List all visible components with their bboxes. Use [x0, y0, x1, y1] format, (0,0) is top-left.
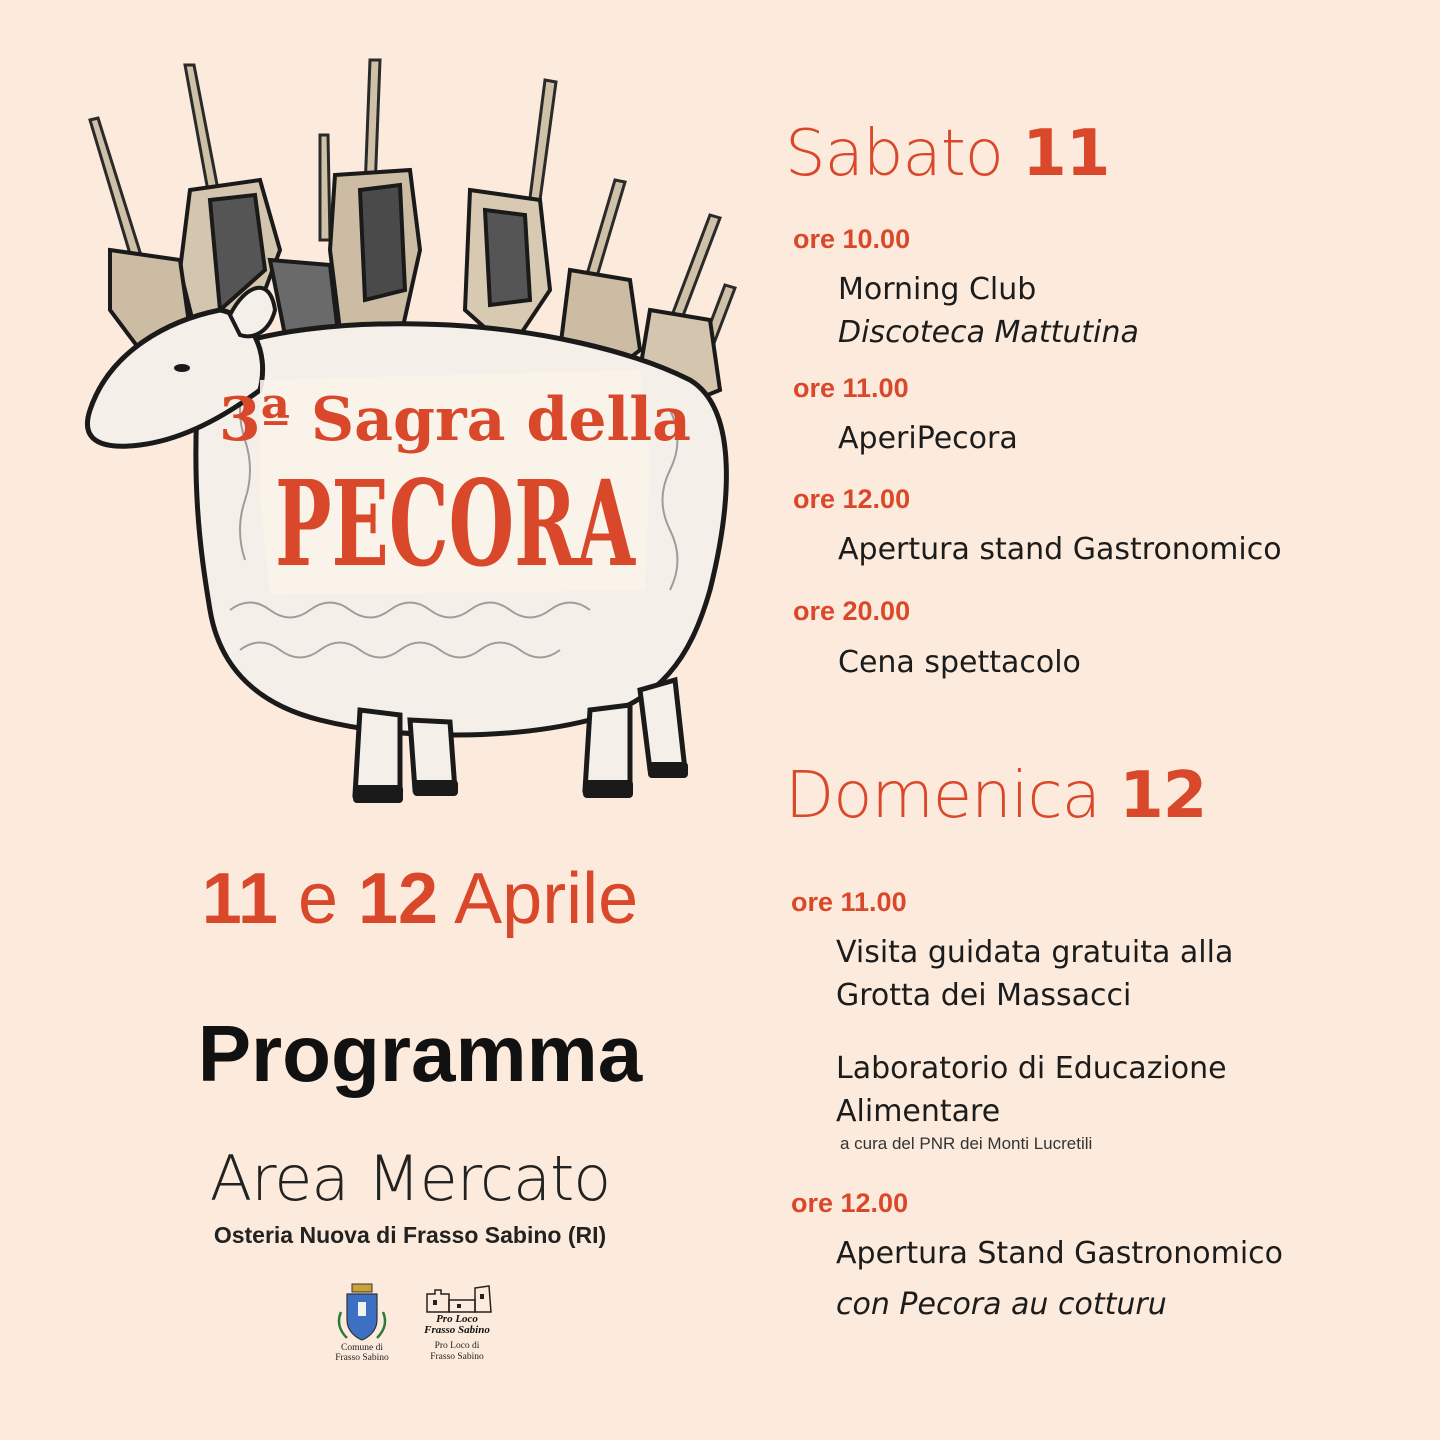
festival-title-line1: 3ª Sagra della	[219, 385, 691, 455]
date-day1: 11	[201, 859, 278, 939]
event-title: Apertura Stand Gastronomico	[836, 1236, 1283, 1271]
comune-label-line2: Frasso Sabino	[335, 1353, 389, 1362]
event-time: ore 12.00	[793, 484, 911, 514]
programma-heading: Programma	[197, 1009, 643, 1098]
event-time: ore 20.00	[793, 596, 911, 626]
event-subtitle: con Pecora au cotturu	[836, 1287, 1167, 1322]
proloco-label-line1: Pro Loco di	[434, 1341, 480, 1351]
event-title: Apertura stand Gastronomico	[838, 532, 1282, 567]
location-venue: Osteria Nuova di Frasso Sabino (RI)	[213, 1222, 607, 1248]
comune-logo	[325, 1282, 400, 1362]
date-day2: 12	[358, 859, 439, 939]
event-item	[836, 1047, 1227, 1133]
coat-of-arms-icon	[325, 1282, 400, 1362]
festival-logo	[70, 50, 750, 830]
sunday-heading	[785, 759, 1207, 833]
event-title: AperiPecora	[838, 421, 1018, 456]
event-item	[838, 417, 1018, 460]
event-item	[838, 528, 1282, 571]
event-item	[838, 641, 1081, 684]
saturday-day-name: Sabato	[785, 117, 1003, 191]
event-note: a cura del PNR dei Monti Lucretili	[840, 1134, 1093, 1153]
event-title: Grotta dei Massacci	[836, 978, 1132, 1013]
event-dates	[60, 860, 780, 939]
proloco-logo	[405, 1282, 510, 1362]
saturday-heading	[785, 117, 1110, 191]
castle-icon	[405, 1282, 510, 1362]
festival-title-line2: PECORA	[275, 454, 636, 593]
event-item	[836, 931, 1233, 1017]
event-title: Morning Club	[838, 272, 1037, 307]
date-conjunction: e	[297, 859, 338, 939]
event-time: ore 11.00	[791, 887, 907, 917]
event-title: Cena spettacolo	[838, 645, 1081, 680]
event-title: Visita guidata gratuita alla	[836, 935, 1234, 970]
proloco-label-line2: Frasso Sabino	[430, 1352, 484, 1362]
proloco-name-line2: Frasso Sabino	[424, 1324, 490, 1336]
sunday-day-name: Domenica	[785, 759, 1100, 833]
event-title: Laboratorio di Educazione	[836, 1051, 1227, 1086]
comune-label-line1: Comune di	[341, 1343, 383, 1353]
event-item	[838, 268, 1139, 354]
location-area: Area Mercato	[209, 1142, 611, 1215]
saturday-day-number: 11	[1022, 117, 1110, 191]
sheep-skewers-illustration	[70, 50, 750, 830]
event-title: Alimentare	[836, 1094, 1001, 1129]
event-time: ore 12.00	[791, 1188, 909, 1218]
event-subtitle: Discoteca Mattutina	[838, 315, 1139, 350]
event-time: ore 10.00	[793, 224, 911, 254]
date-month: Aprile	[454, 859, 639, 939]
event-time: ore 11.00	[793, 373, 909, 403]
proloco-name-line1: Pro Loco	[436, 1313, 478, 1325]
sunday-day-number: 12	[1119, 759, 1207, 833]
event-item	[836, 1232, 1283, 1326]
